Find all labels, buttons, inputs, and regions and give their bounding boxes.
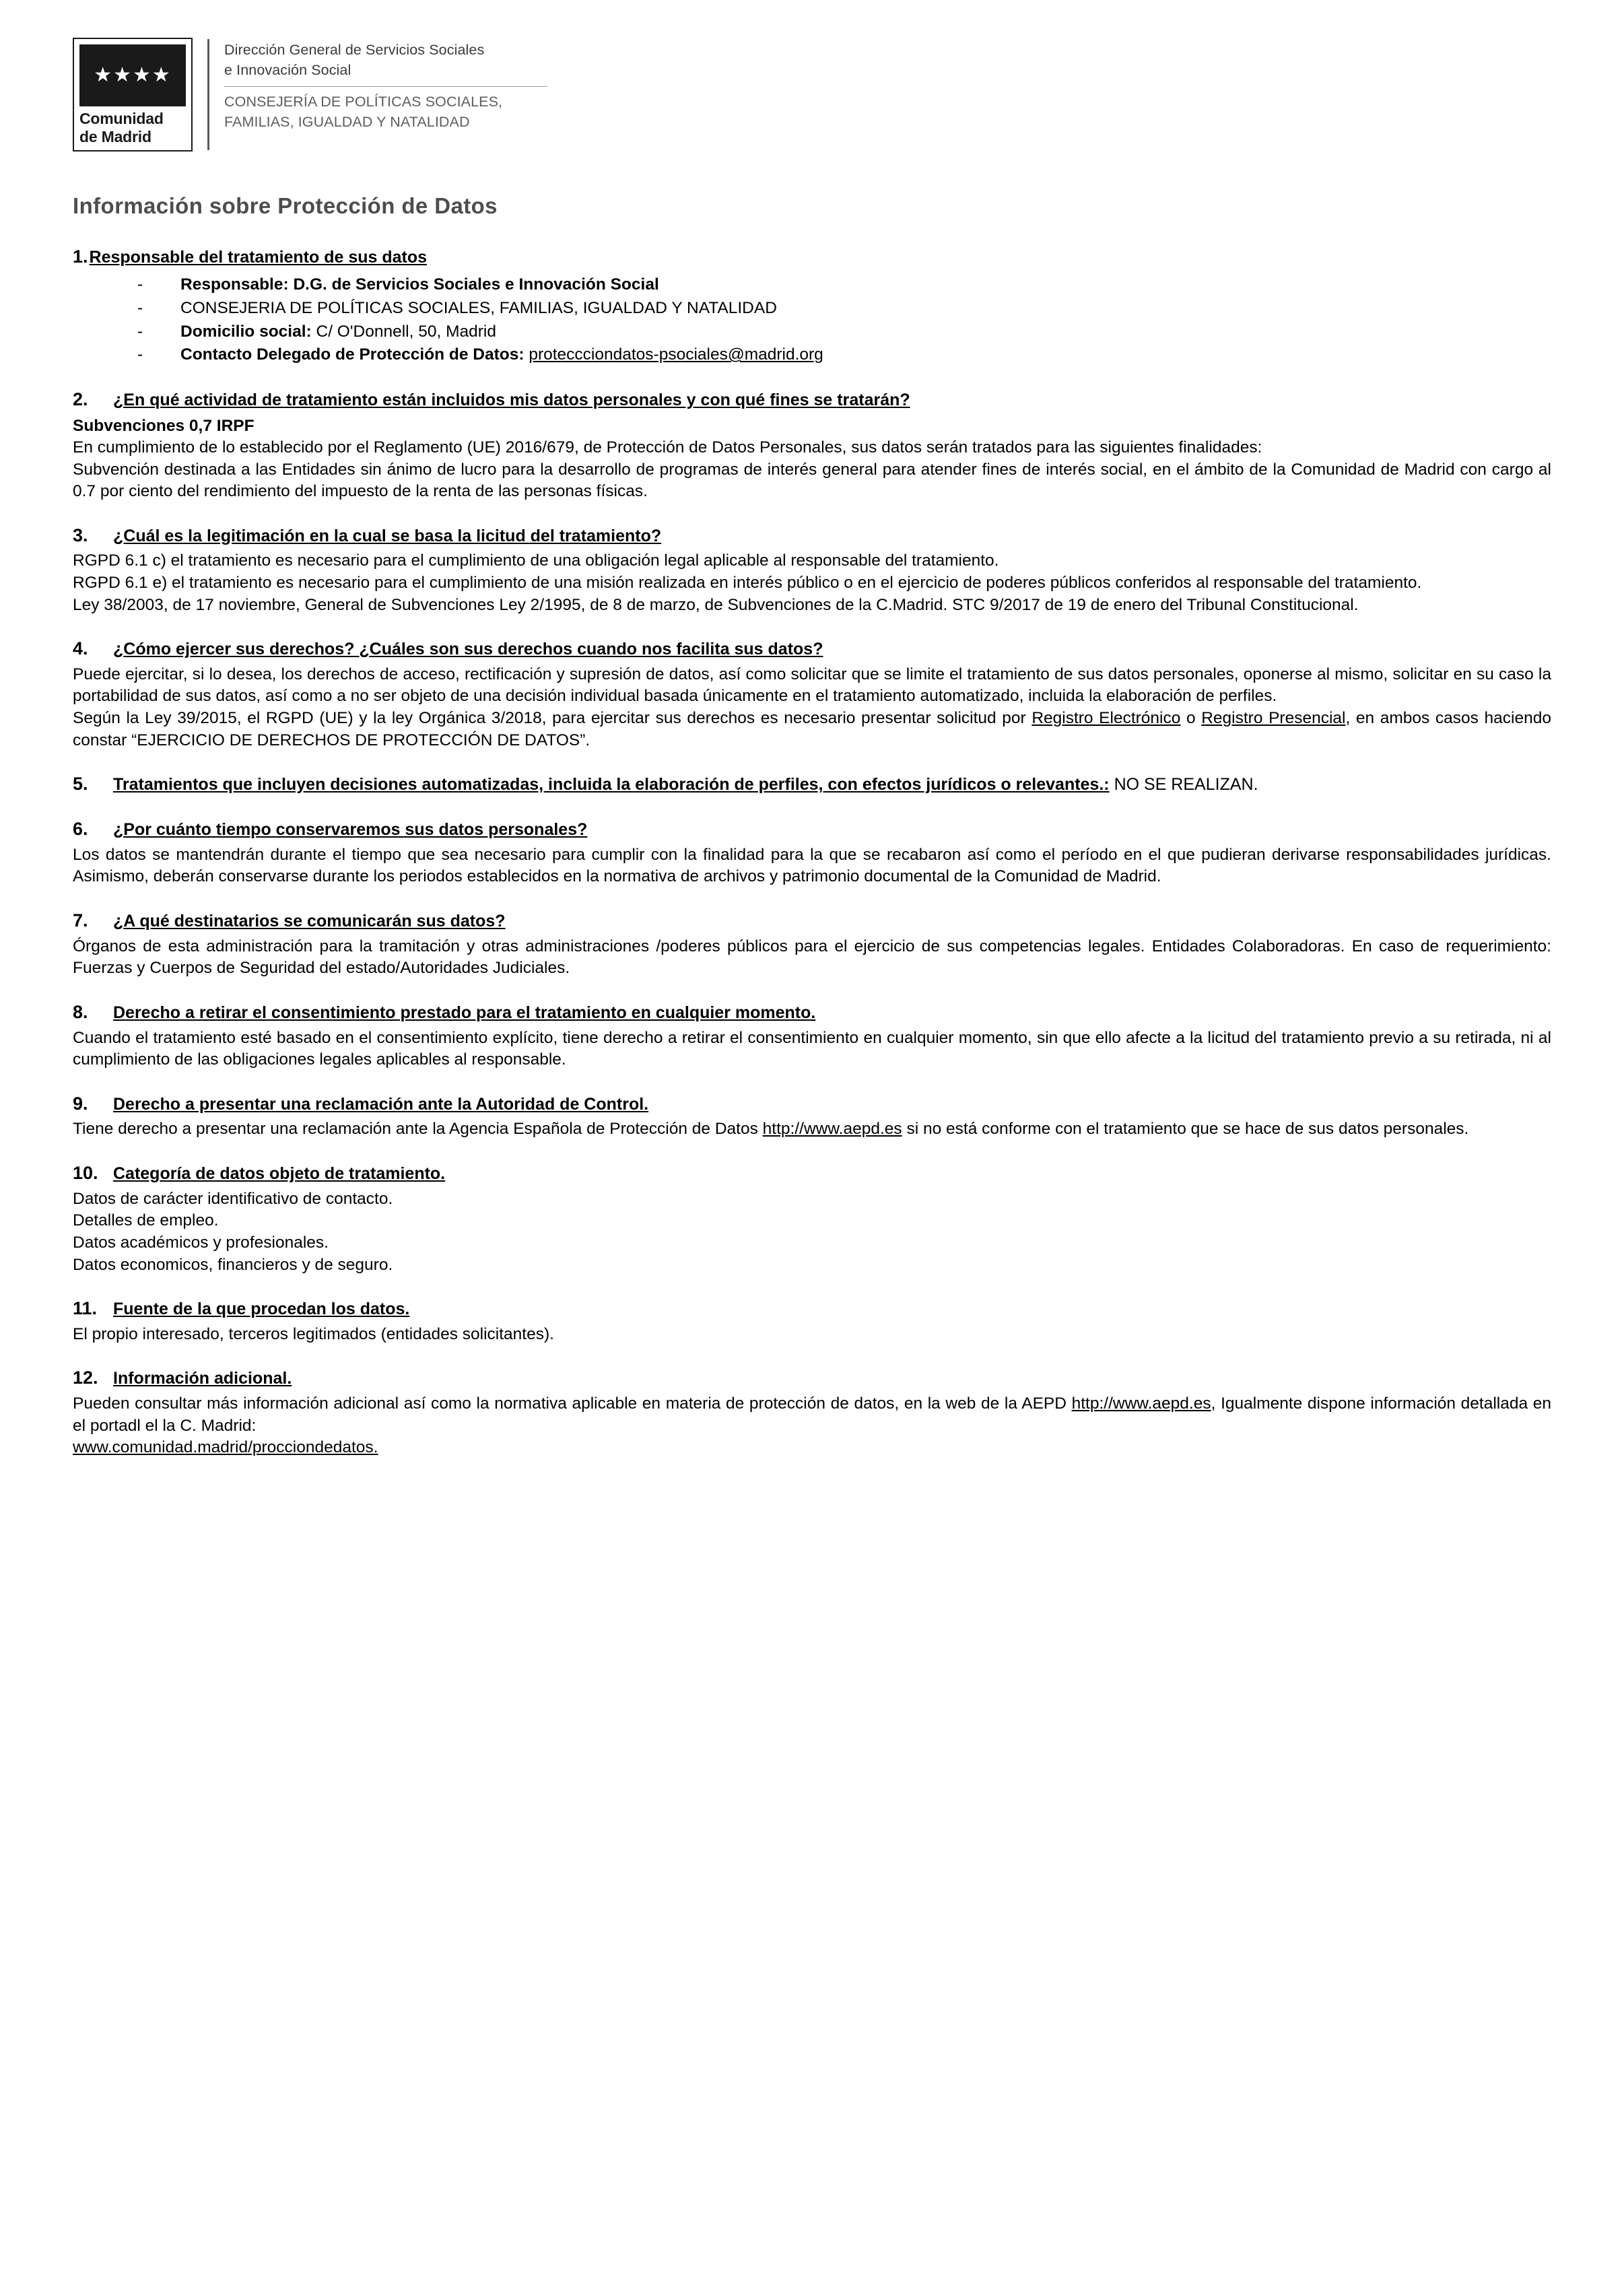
- list-item: [137, 321, 1551, 344]
- section-2-title: ¿En qué actividad de tratamiento están incluidos mis datos personales y con qué fines se tratarán?: [113, 391, 910, 410]
- section-4: [73, 636, 1551, 751]
- section-4-number: 4.: [73, 638, 88, 659]
- item-label: Domicilio social:: [180, 322, 312, 341]
- dash-bullet: -: [137, 322, 143, 341]
- section-11-title: Fuente de la que procedan los datos.: [113, 1300, 410, 1319]
- page-title: Información sobre Protección de Datos: [73, 193, 498, 219]
- section-11-paragraph-1: El propio interesado, terceros legitimados (entidades solicitantes).: [73, 1324, 554, 1343]
- section-2-paragraph-2: Subvención destinada a las Entidades sin ánimo de lucro para la desarrollo de programas de interés general para atender fines de interés social, en el ámbito de la Comunidad de Madrid con cargo al 0.7 por ciento del rendimiento del impuesto de la renta de las personas físicas.: [73, 460, 1551, 501]
- section-9-heading: [73, 1091, 1551, 1116]
- section-3-title: ¿Cuál es la legitimación en la cual se basa la licitud del tratamiento?: [113, 526, 662, 545]
- registro-presencial-link[interactable]: Registro Presencial: [1201, 709, 1346, 728]
- text-post: , en ambos casos haciendo constar “EJERCICIO DE DERECHOS DE PROTECCIÓN DE DATOS”.: [73, 709, 1551, 749]
- section-3-paragraph-3: Ley 38/2003, de 17 noviembre, General de Subvenciones Ley 2/1995, de 8 de marzo, de Subvenciones de la C.Madrid. STC 9/2017 de 19 de enero del Tribunal Constitucional.: [73, 595, 1359, 614]
- org-line-2: e Innovación Social: [224, 61, 351, 78]
- section-8-title: Derecho a retirar el consentimiento prestado para el tratamiento en cualquier momento.: [113, 1003, 816, 1022]
- item-text: C/ O'Donnell, 50, Madrid: [316, 322, 496, 341]
- header-vertical-rule: [207, 39, 209, 150]
- stars-icon: [79, 44, 186, 106]
- text-pre: Según la Ley 39/2015, el RGPD (UE) y la ley Orgánica 3/2018, para ejercitar sus derechos es necesario presentar solicitud por: [73, 709, 1032, 728]
- item-label: Responsable:: [180, 275, 289, 294]
- section-8-heading: [73, 1000, 1551, 1025]
- item-label: Contacto Delegado de Protección de Datos:: [180, 345, 525, 364]
- text-pre: Tiene derecho a presentar una reclamación ante la Agencia Española de Protección de Datos: [73, 1120, 763, 1139]
- header-text-block: [224, 38, 547, 133]
- section-10-title: Categoría de datos objeto de tratamiento.: [113, 1164, 446, 1184]
- section-9-paragraph-1: [73, 1118, 1551, 1141]
- list-item: [137, 297, 1551, 321]
- section-11: [73, 1296, 1551, 1345]
- section-7-number: 7.: [73, 910, 88, 931]
- section-12-heading: [73, 1366, 1551, 1390]
- section-3-heading: [73, 523, 1551, 548]
- section-10-line-4: Datos economicos, financieros y de seguro.: [73, 1255, 393, 1274]
- section-9: [73, 1091, 1551, 1141]
- section-3-paragraph-1: RGPD 6.1 c) el tratamiento es necesario para el cumplimiento de una obligación legal aplicable al responsable del tratamiento.: [73, 551, 999, 570]
- section-2-subheading: Subvenciones 0,7 IRPF: [73, 416, 255, 435]
- section-1-title: Responsable del tratamiento de sus datos: [89, 248, 428, 267]
- section-1-heading: [73, 244, 1551, 269]
- header-divider: [224, 86, 547, 87]
- section-12: [73, 1366, 1551, 1458]
- logo-line-1: Comunidad: [79, 110, 164, 127]
- registro-electronico-link[interactable]: Registro Electrónico: [1031, 709, 1181, 728]
- section-6-heading: [73, 817, 1551, 842]
- section-12-paragraph-1: [73, 1393, 1551, 1437]
- section-3-paragraph-2: RGPD 6.1 e) el tratamiento es necesario para el cumplimiento de una misión realizada en interés público o en el ejercicio de poderes públicos conferidos al responsable del tratamiento.: [73, 574, 1422, 592]
- section-6-number: 6.: [73, 818, 88, 839]
- section-3: [73, 523, 1551, 616]
- section-8-number: 8.: [73, 1001, 88, 1022]
- section-2-heading: [73, 387, 1551, 412]
- section-1-number: 1.: [73, 246, 88, 267]
- section-12-title: Información adicional.: [113, 1369, 292, 1388]
- list-item: [137, 273, 1551, 297]
- section-10-line-2: Detalles de empleo.: [73, 1211, 219, 1230]
- logo-text: [79, 110, 186, 146]
- section-2: [73, 387, 1551, 503]
- comunidad-madrid-link[interactable]: www.comunidad.madrid/procciondedatos.: [73, 1438, 378, 1457]
- section-5-title: Tratamientos que incluyen decisiones automatizadas, incluida la elaboración de perfiles, con efectos jurídicos o relevantes.:: [113, 775, 1110, 795]
- section-2-paragraph-1: En cumplimiento de lo establecido por el Reglamento (UE) 2016/679, de Protección de Datos Personales, sus datos serán tratados para las siguientes finalidades:: [73, 438, 1262, 457]
- section-3-number: 3.: [73, 525, 88, 545]
- section-4-heading: [73, 636, 1551, 661]
- section-11-number: 11.: [73, 1298, 98, 1319]
- item-text: D.G. de Servicios Sociales e Innovación Social: [293, 275, 659, 294]
- dpd-email-link[interactable]: proteccciondatos-psociales@madrid.org: [529, 345, 823, 364]
- section-4-paragraph-2: [73, 708, 1551, 751]
- dash-bullet: -: [137, 298, 143, 317]
- section-4-title: ¿Cómo ejercer sus derechos? ¿Cuáles son sus derechos cuando nos facilita sus datos?: [113, 640, 823, 659]
- dept-line-1: CONSEJERÍA DE POLÍTICAS SOCIALES,: [224, 94, 503, 110]
- section-12-number: 12.: [73, 1368, 98, 1388]
- section-7-heading: [73, 908, 1551, 933]
- letterhead: [73, 38, 1551, 151]
- text-post: si no está conforme con el tratamiento que se hace de sus datos personales.: [902, 1120, 1469, 1139]
- list-item: [137, 343, 1551, 367]
- section-8: [73, 1000, 1551, 1071]
- section-9-title: Derecho a presentar una reclamación ante la Autoridad de Control.: [113, 1094, 649, 1114]
- text-post: , Igualmente dispone información detallada en el portadl el la C. Madrid:: [73, 1394, 1551, 1435]
- dash-bullet: -: [137, 275, 143, 294]
- section-5-title-tail: NO SE REALIZAN.: [1109, 775, 1258, 795]
- section-1: [73, 244, 1551, 367]
- section-7: [73, 908, 1551, 980]
- section-1-list: [73, 273, 1551, 367]
- org-line-1: Dirección General de Servicios Sociales: [224, 42, 485, 58]
- section-10-number: 10.: [73, 1163, 98, 1184]
- section-7-title: ¿A qué destinatarios se comunicarán sus datos?: [113, 911, 506, 931]
- aepd-link[interactable]: http://www.aepd.es: [1071, 1394, 1211, 1413]
- dept-line-2: FAMILIAS, IGUALDAD Y NATALIDAD: [224, 113, 470, 130]
- section-11-heading: [73, 1296, 1551, 1321]
- item-text: CONSEJERIA DE POLÍTICAS SOCIALES, FAMILIAS, IGUALDAD Y NATALIDAD: [180, 298, 777, 317]
- text-mid: o: [1180, 709, 1202, 728]
- section-10-line-3: Datos académicos y profesionales.: [73, 1233, 329, 1252]
- logo-line-2: de Madrid: [79, 128, 151, 146]
- section-10: [73, 1161, 1551, 1276]
- text-pre: Pueden consultar más información adicional así como la normativa aplicable en materia de protección de datos, en la web de la AEPD: [73, 1394, 1072, 1413]
- section-6-paragraph-1: Los datos se mantendrán durante el tiempo que sea necesario para cumplir con la finalidad para la que se recabaron así como el período en el que pudieran derivarse responsabilidades jurídicas. Asimismo, deberán conservarse durante los periodos establecidos en la normativa de archivos y patrimonio documental de la Comunidad de Madrid.: [73, 845, 1551, 886]
- section-10-line-1: Datos de carácter identificativo de contacto.: [73, 1189, 393, 1208]
- comunidad-de-madrid-logo: [73, 38, 193, 151]
- section-6-title: ¿Por cuánto tiempo conservaremos sus datos personales?: [113, 819, 588, 839]
- section-2-number: 2.: [73, 389, 88, 410]
- stars-glyphs: ★★★★: [94, 63, 172, 87]
- section-5-heading: [73, 772, 1551, 797]
- section-5: [73, 772, 1551, 797]
- section-8-paragraph-1: Cuando el tratamiento esté basado en el consentimiento explícito, tiene derecho a retirar el consentimiento en cualquier momento, sin que ello afecte a la licitud del tratamiento previo a su retirada, ni al cumplimiento de las obligaciones legales aplicables al responsable.: [73, 1028, 1551, 1069]
- section-5-number: 5.: [73, 774, 88, 795]
- section-6: [73, 817, 1551, 888]
- aepd-link[interactable]: http://www.aepd.es: [762, 1120, 902, 1139]
- section-9-number: 9.: [73, 1093, 88, 1114]
- section-7-paragraph-1: Órganos de esta administración para la tramitación y otras administraciones /poderes públicos para el ejercicio de sus competencias legales. Entidades Colaboradoras. En caso de requerimiento: Fuerzas y Cuerpos de Seguridad del estado/Autoridades Judiciales.: [73, 937, 1551, 978]
- section-4-paragraph-1: Puede ejercitar, si lo desea, los derechos de acceso, rectificación y supresión de datos, así como solicitar que se limite el tratamiento de sus datos personales, oponerse al mismo, solicitar en su caso la portabilidad de sus datos, así como a no ser objeto de una decisión individual basada únicamente en el tratamiento automatizado, incluida la elaboración de perfiles.: [73, 665, 1551, 706]
- dash-bullet: -: [137, 345, 143, 364]
- section-12-paragraph-2: [73, 1437, 1551, 1459]
- section-10-heading: [73, 1161, 1551, 1186]
